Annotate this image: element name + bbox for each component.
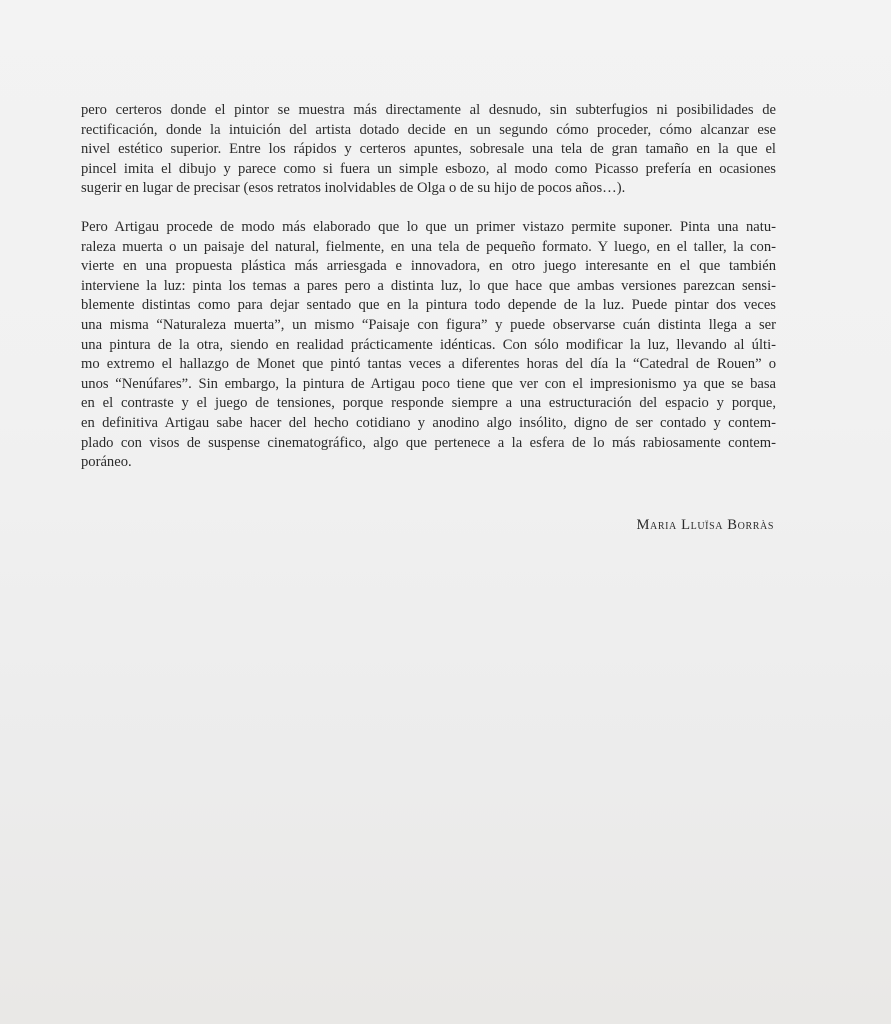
paragraph-1 [81,101,776,199]
text-line: pincel imita el dibujo y parece como si fuera un simple esbozo, al modo como Picasso prefería en ocasiones [81,160,776,177]
text-line: en el contraste y el juego de tensiones, porque responde siempre a una estructuración del espacio y porque, [81,395,776,412]
text-line: una misma “Naturaleza muerta”, un mismo “Paisaje con figura” y puede observarse cuán distinta llega a ser [81,316,776,333]
text-line: una pintura de la otra, siendo en realidad prácticamente idénticas. Con sólo modificar la luz, llevando al últi- [81,336,776,353]
author-signature: Maria Lluïsa Borràs [636,517,774,533]
text-line: interviene la luz: pinta los temas a pares pero a distinta luz, lo que hace que ambas versiones parezcan sensi- [81,277,776,294]
paragraph-2 [81,218,776,473]
text-line: raleza muerta o un paisaje del natural, fielmente, en una tela de pequeño formato. Y luego, en el taller, la con- [81,238,776,255]
text-line: mo extremo el hallazgo de Monet que pintó tantas veces a diferentes horas del día la “Catedral de Rouen” o [81,356,776,373]
text-line: Pero Artigau procede de modo más elaborado que lo que un primer vistazo permite suponer. Pinta una natu- [81,218,776,235]
text-line: en definitiva Artigau sabe hacer del hecho cotidiano y anodino algo insólito, digno de ser contado y contem- [81,414,776,431]
text-line: blemente distintas como para dejar sentado que en la pintura todo depende de la luz. Puede pintar dos veces [81,297,776,314]
text-line: poráneo. [81,454,132,471]
body-text [81,101,776,473]
text-line: unos “Nenúfares”. Sin embargo, la pintura de Artigau poco tiene que ver con el impresionismo ya que se basa [81,375,776,392]
text-line: pero certeros donde el pintor se muestra más directamente al desnudo, sin subterfugios ni posibilidades de [81,102,776,118]
text-line: plado con visos de suspense cinematográfico, algo que pertenece a la esfera de lo más rabiosamente contem- [81,434,776,451]
text-line: nivel estético superior. Entre los rápidos y certeros apuntes, sobresale una tela de gran tamaño en la que el [81,141,776,158]
text-line: rectificación, donde la intuición del artista dotado decide en un segundo cómo proceder, cómo alcanzar ese [81,121,776,138]
text-line: sugerir en lugar de precisar (esos retratos inolvidables de Olga o de su hijo de pocos años…). [81,180,626,197]
text-line: vierte en una propuesta plástica más arriesgada e innovadora, en otro juego interesante en el que también [81,258,776,275]
